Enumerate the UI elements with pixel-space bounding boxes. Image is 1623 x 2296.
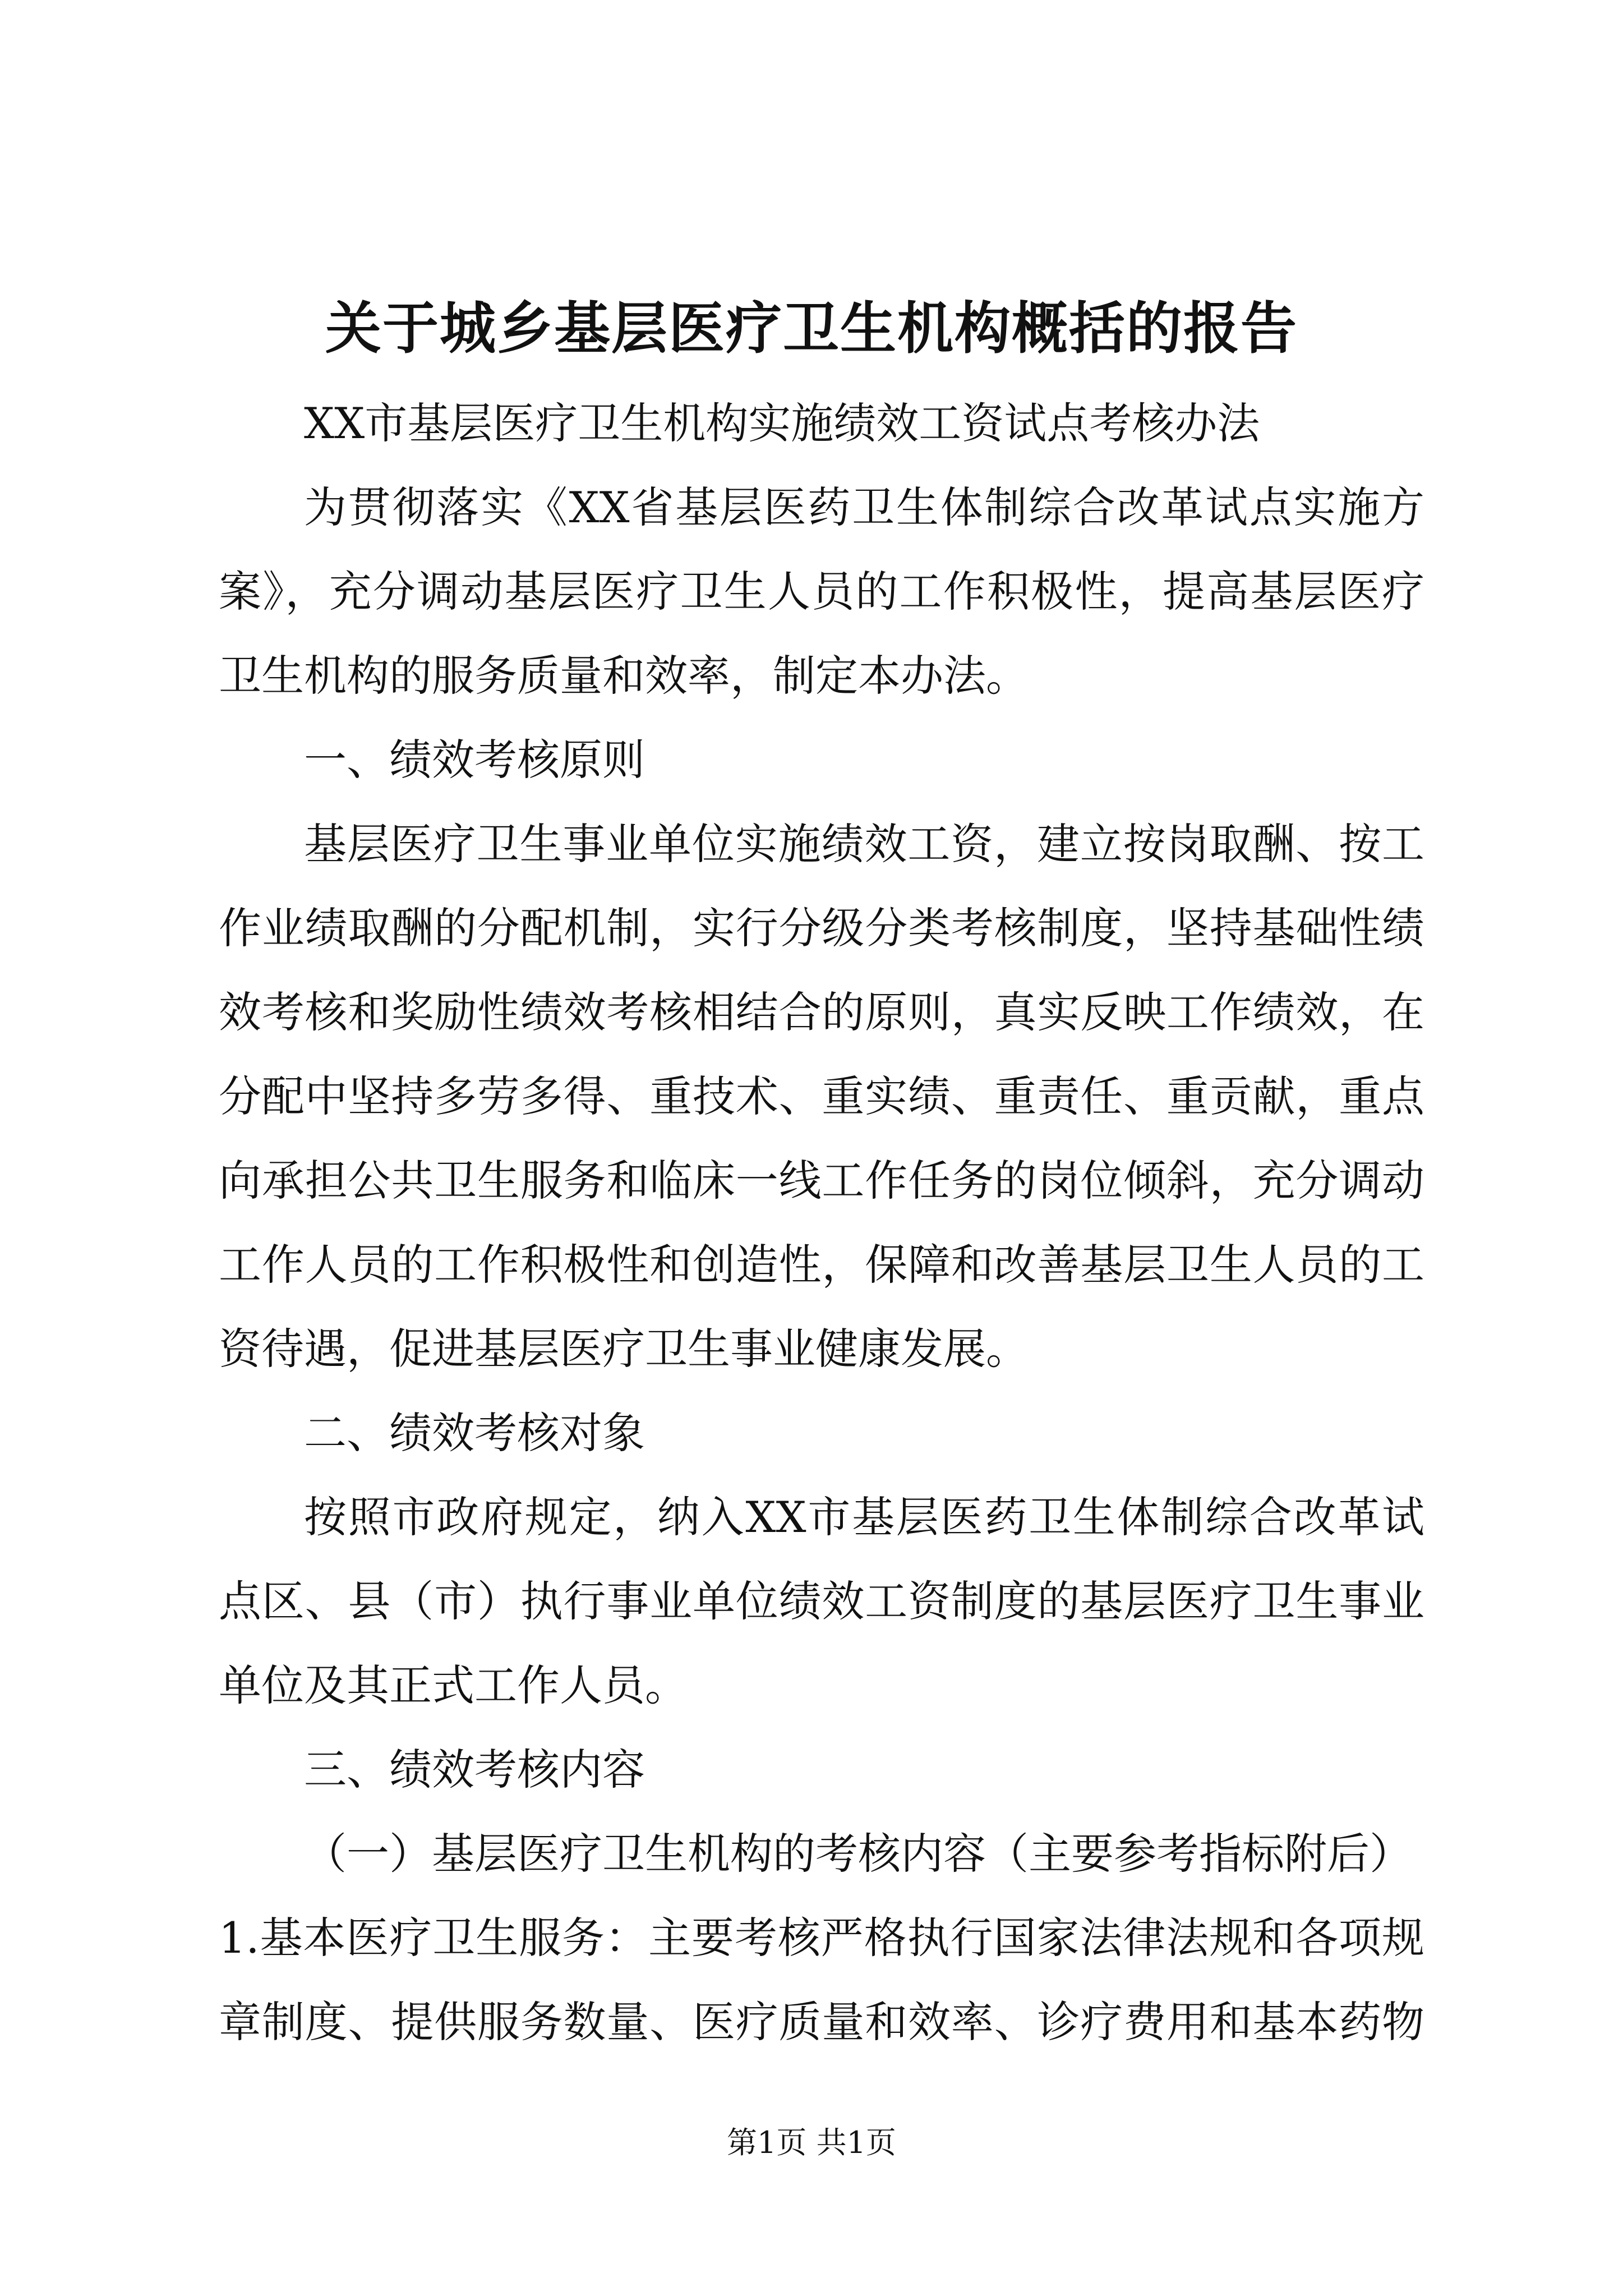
paragraph-line: 资待遇，促进基层医疗卫生事业健康发展。 (219, 1324, 1029, 1374)
document-body (219, 381, 1424, 2064)
subtitle-line: XX市基层医疗卫生机构实施绩效工资试点考核办法 (304, 398, 1260, 448)
paragraph-line: 章制度、提供服务数量、医疗质量和效率、诊疗费用和基本药物 (219, 1997, 1424, 2047)
paragraph-line: 为贯彻落实《XX省基层医药卫生体制综合改革试点实施方 (304, 482, 1424, 532)
paragraph-line: 作业绩取酬的分配机制，实行分级分类考核制度，坚持基础性绩 (219, 903, 1424, 953)
paragraph-line: 效考核和奖励性绩效考核相结合的原则，真实反映工作绩效，在 (219, 987, 1424, 1037)
paragraph-line: 分配中坚持多劳多得、重技术、重实绩、重责任、重贡献，重点 (219, 1071, 1424, 1121)
paragraph-line: 按照市政府规定，纳入XX市基层医药卫生体制综合改革试 (304, 1492, 1424, 1542)
document-title: 关于城乡基层医疗卫生机构概括的报告 (325, 295, 1298, 361)
section-heading: 二、绩效考核对象 (304, 1408, 645, 1458)
paragraph-line: 点区、县（市）执行事业单位绩效工资制度的基层医疗卫生事业 (219, 1576, 1424, 1626)
paragraph-line: 向承担公共卫生服务和临床一线工作任务的岗位倾斜，充分调动 (219, 1156, 1424, 1205)
paragraph-line: 1.基本医疗卫生服务：主要考核严格执行国家法律法规和各项规 (219, 1913, 1424, 1963)
paragraph-line: 工作人员的工作积极性和创造性，保障和改善基层卫生人员的工 (219, 1240, 1424, 1290)
subsection-heading: （一）基层医疗卫生机构的考核内容（主要参考指标附后） (304, 1829, 1412, 1879)
page-footer: 第1页 共1页 (727, 2125, 896, 2160)
section-heading: 三、绩效考核内容 (304, 1745, 645, 1795)
paragraph-line: 基层医疗卫生事业单位实施绩效工资，建立按岗取酬、按工 (304, 819, 1424, 869)
section-heading: 一、绩效考核原则 (304, 735, 645, 785)
paragraph-line: 单位及其正式工作人员。 (219, 1660, 688, 1710)
paragraph-line: 案》，充分调动基层医疗卫生人员的工作积极性，提高基层医疗 (219, 567, 1424, 616)
paragraph-line: 卫生机构的服务质量和效率，制定本办法。 (219, 651, 1029, 701)
